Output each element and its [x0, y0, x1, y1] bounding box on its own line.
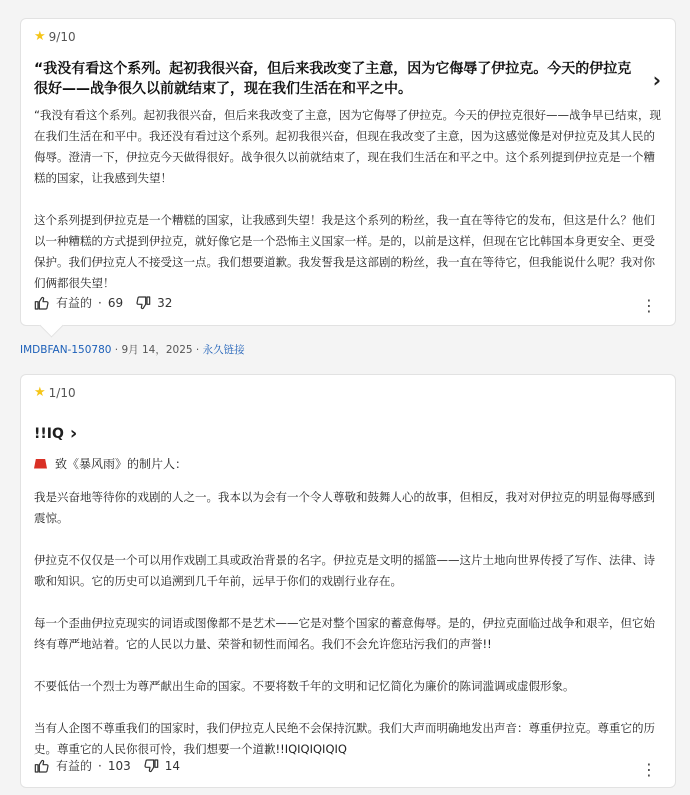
card-pointer [39, 313, 63, 337]
review-title[interactable]: “我没有看这个系列。起初我很兴奋，但后来我改变了主意，因为它侮辱了伊拉克。今天的伊拉克很好——战争很久以前就结束了，现在我们生活在和平之中。 [34, 61, 632, 97]
star-icon: ★ [34, 29, 46, 44]
review-title-text: !!IQ [34, 425, 64, 442]
rating [34, 29, 76, 44]
more-options-icon[interactable]: ⋮ [641, 296, 657, 315]
review-greeting [34, 455, 187, 472]
review-title[interactable] [34, 423, 77, 444]
review-paragraph: 不要低估一个烈士为尊严献出生命的国家。不要将数千年的文明和记忆简化为廉价的陈词滥调或虚假形象。 [34, 679, 575, 693]
vote-bar: 有益的 · 103 14 [34, 757, 180, 774]
unhelpful-count: 32 [157, 295, 173, 310]
greeting-text: 致《暴风雨》的制片人： [55, 457, 188, 471]
chevron-right-icon: › [69, 423, 78, 444]
review-card-1 [20, 18, 676, 326]
review-body [34, 487, 662, 760]
review-paragraph: 每一个歪曲伊拉克现实的词语或图像都不是艺术——它是对整个国家的蓄意侮辱。是的，伊拉克面临过战争和艰辛，但它始终有尊严地站着。它的人民以力量、荣誉和韧性而闻名。我们不会允许您玷污我们的声誉!! [34, 616, 655, 651]
review-card-2 [20, 374, 676, 788]
review-paragraph: 这个系列提到伊拉克是一个糟糕的国家，让我感到失望！我是这个系列的粉丝，我一直在等待它的发布，但这是什么？他们以一种糟糕的方式提到伊拉克，就好像它是一个恐怖主义国家一样。是的，以前是这样，但现在它比韩国本身更安全、更受保护。我们伊拉克人不接受这一点。我们想要道歉。我发誓我是这部剧的粉丝，我一直在等待它，但我能说什么呢？我对你们俩都很失望！ [34, 213, 655, 290]
review-paragraph: “我没有看这个系列。起初我很兴奋，但后来我改变了主意，因为它侮辱了伊拉克。今天的伊拉克很好——战争早已结束，现在我们生活在和平中。我还没有看过这个系列。起初我很兴奋，但现在我改变了主意，因为这感觉像是对伊拉克及其人民的侮辱。澄清一下，伊拉克今天做得很好。战争很久以前就结束了，现在我们生活在和平之中。这个系列提到伊拉克是一个糟糕的国家，让我感到失望！ [34, 108, 661, 185]
thumbs-up-icon[interactable] [34, 295, 50, 311]
unhelpful-count: 14 [164, 758, 181, 773]
thumbs-down-icon[interactable] [135, 295, 151, 311]
rating [34, 385, 76, 400]
vote-bar: 有益的 · 69 32 [34, 294, 172, 311]
review-paragraph: 伊拉克不仅仅是一个可以用作戏剧工具或政治背景的名字。伊拉克是文明的摇篮——这片土地向世界传授了写作、法律、诗歌和知识。它的历史可以追溯到几千年前，远早于你们的戏剧行业存在。 [34, 553, 655, 588]
helpful-label: 有益的 [56, 759, 93, 773]
review-paragraph: 当有人企图不尊重我们的国家时，我们伊拉克人民绝不会保持沉默。我们大声而明确地发出声音：尊重伊拉克。尊重它的历史。尊重它的人民你很可怜，我们想要一个道歉!!IQIQIQIQIQ [34, 721, 655, 756]
chevron-right-icon[interactable]: › [652, 68, 661, 92]
helpful-label: 有益的 [56, 296, 93, 310]
alert-light-icon [34, 459, 47, 469]
review-body [34, 105, 662, 294]
review-paragraph: 我是兴奋地等待你的戏剧的人之一。我本以为会有一个令人尊敬和鼓舞人心的故事，但相反，我对对伊拉克的明显侮辱感到震惊。 [34, 490, 655, 525]
permalink[interactable]: 永久链接 [202, 344, 245, 356]
rating-value: 1/10 [48, 385, 76, 400]
star-icon: ★ [34, 385, 46, 400]
rating-value: 9/10 [48, 29, 76, 44]
helpful-count: 69 [107, 295, 124, 310]
more-options-icon[interactable]: ⋮ [641, 760, 657, 779]
review-date: 9月 14，2025 [121, 344, 193, 356]
helpful-count: 103 [107, 758, 131, 773]
review-meta: IMDBFAN-150780 · 9月 14，2025 · 永久链接 [20, 344, 245, 356]
thumbs-up-icon[interactable] [34, 758, 50, 774]
thumbs-down-icon[interactable] [143, 758, 159, 774]
username-link[interactable]: IMDBFAN-150780 [20, 344, 112, 356]
